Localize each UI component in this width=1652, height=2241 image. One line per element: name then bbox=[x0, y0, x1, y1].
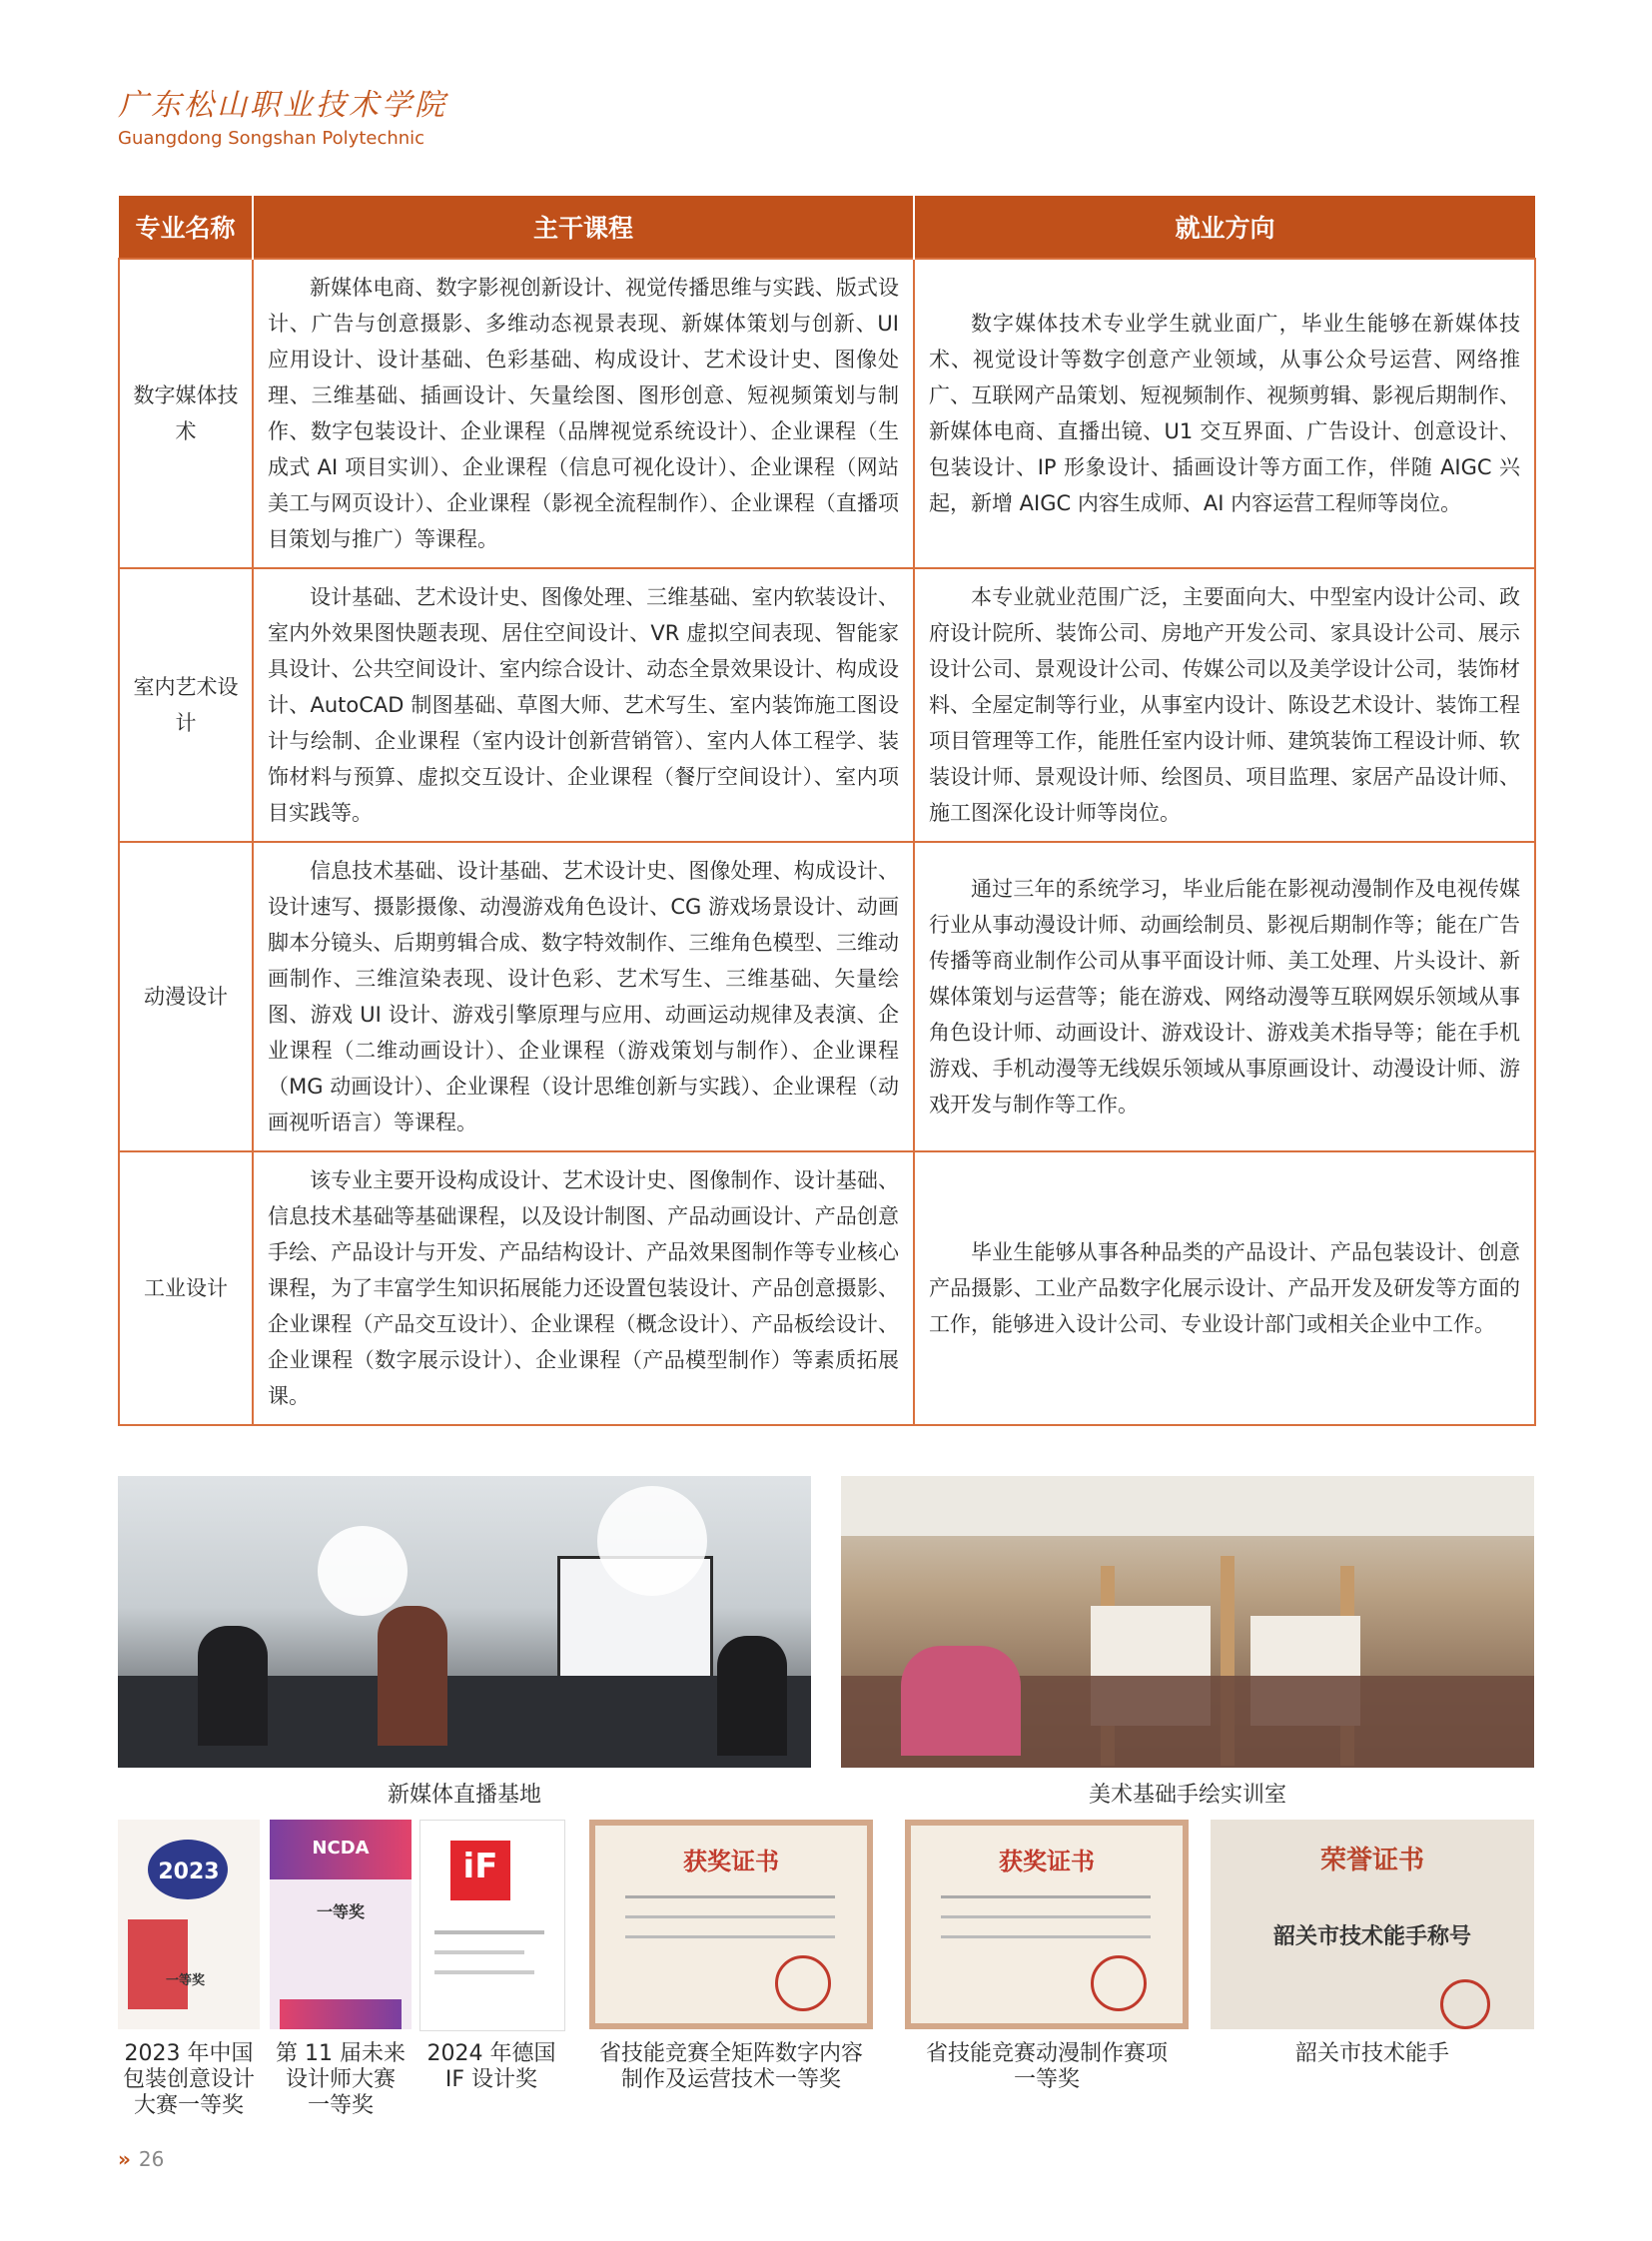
major-name: 工业设计 bbox=[119, 1151, 253, 1425]
table-row bbox=[119, 1151, 1535, 1425]
table-row bbox=[119, 259, 1535, 568]
photo-caption: 美术基础手绘实训室 bbox=[1088, 1783, 1286, 1808]
certificate-caption: 2023 年中国 包装创意设计 大赛一等奖 bbox=[122, 2041, 255, 2118]
major-courses: 设计基础、艺术设计史、图像处理、三维基础、室内软装设计、室内外效果图快题表现、居住空间设计、VR 虚拟空间表现、智能家具设计、公共空间设计、室内综合设计、动态全景效果设计、构成设计、AutoCAD 制图基础、草图大师、艺术写生、室内装饰施工图设计与绘制、企业课程（室内设计创新营销管）、室内人体工程学、装饰材料与预算、虚拟交互设计、企业课程（餐厅空间设计）、室内项目实践等。 bbox=[253, 568, 914, 842]
major-name: 室内艺术设计 bbox=[119, 568, 253, 842]
certificate-badge: NCDA bbox=[312, 1838, 370, 1859]
certificate-prize: 一等奖 bbox=[316, 1902, 365, 1921]
if-design-award-certificate bbox=[419, 1820, 565, 2031]
live-streaming-base-photo bbox=[118, 1476, 811, 1768]
certificate-caption: 第 11 届未来 设计师大赛 一等奖 bbox=[276, 2041, 406, 2118]
certificate-badge: 荣誉证书 bbox=[1319, 1846, 1424, 1875]
digital-content-competition-certificate bbox=[589, 1820, 873, 2029]
packaging-award-certificate bbox=[118, 1820, 260, 2029]
art-drawing-studio-photo bbox=[841, 1476, 1534, 1768]
animation-competition-certificate bbox=[905, 1820, 1189, 2029]
photo-caption: 新媒体直播基地 bbox=[387, 1783, 541, 1808]
table-row bbox=[119, 568, 1535, 842]
major-career: 通过三年的系统学习，毕业后能在影视动漫制作及电视传媒行业从事动漫设计师、动画绘制员、影视后期制作等；能在广告传播等商业制作公司从事平面设计师、美工处理、片头设计、新媒体策划与运营等；能在游戏、网络动漫等互联网娱乐领域从事角色设计师、动画设计、游戏设计、游戏美术指导等；能在手机游戏、手机动漫等无线娱乐领域从事原画设计、动漫设计师、游戏开发与制作等工作。 bbox=[914, 842, 1535, 1151]
chevron-right-icon: » bbox=[118, 2147, 131, 2171]
major-courses: 信息技术基础、设计基础、艺术设计史、图像处理、构成设计、设计速写、摄影摄像、动漫游戏角色设计、CG 游戏场景设计、动画脚本分镜头、后期剪辑合成、数字特效制作、三维角色模型、三维动画制作、三维渲染表现、设计色彩、艺术写生、三维基础、矢量绘图、游戏 UI 设计、游戏引擎原理与应用、动画运动规律及表演、企业课程（二维动画设计）、企业课程（游戏策划与制作）、企业课程（MG 动画设计）、企业课程（设计思维创新与实践）、企业课程（动画视听语言）等课程。 bbox=[253, 842, 914, 1151]
certificate-caption: 2024 年德国 IF 设计奖 bbox=[426, 2041, 556, 2092]
table-header-row bbox=[119, 196, 1535, 259]
certificate-caption: 省技能竞赛全矩阵数字内容 制作及运营技术一等奖 bbox=[598, 2041, 863, 2092]
major-name: 数字媒体技术 bbox=[119, 259, 253, 568]
page-footer bbox=[118, 2147, 164, 2171]
header-main-courses: 主干课程 bbox=[253, 196, 914, 259]
majors-table bbox=[118, 196, 1536, 1426]
table-row bbox=[119, 842, 1535, 1151]
certificate-caption: 韶关市技术能手 bbox=[1294, 2041, 1449, 2066]
school-name-cn: 广东松山职业技术学院 bbox=[118, 88, 447, 123]
major-career: 数字媒体技术专业学生就业面广，毕业生能够在新媒体技术、视觉设计等数字创意产业领域，从事公众号运营、网络推广、互联网产品策划、短视频制作、视频剪辑、影视后期制作、新媒体电商、直播出镜、U1 交互界面、广告设计、创意设计、包装设计、IP 形象设计、插画设计等方面工作，伴随 AIGC 兴起，新增 AIGC 内容生成师、AI 内容运营工程师等岗位。 bbox=[914, 259, 1535, 568]
certificate-caption: 省技能竞赛动漫制作赛项 一等奖 bbox=[925, 2041, 1168, 2092]
page-number: 26 bbox=[138, 2147, 165, 2171]
certificate-prize: 一等奖 bbox=[166, 1973, 206, 1988]
major-career: 本专业就业范围广泛，主要面向大、中型室内设计公司、政府设计院所、装饰公司、房地产开发公司、家具设计公司、展示设计公司、景观设计公司、传媒公司以及美学设计公司，装饰材料、全屋定制等行业，从事室内设计、陈设艺术设计、装饰工程项目管理等工作，能胜任室内设计师、建筑装饰工程设计师、软装设计师、景观设计师、绘图员、项目监理、家居产品设计师、施工图深化设计师等岗位。 bbox=[914, 568, 1535, 842]
school-name-en: Guangdong Songshan Polytechnic bbox=[118, 128, 425, 149]
major-career: 毕业生能够从事各种品类的产品设计、产品包装设计、创意产品摄影、工业产品数字化展示设计、产品开发及研发等方面的工作，能够进入设计公司、专业设计部门或相关企业中工作。 bbox=[914, 1151, 1535, 1425]
certificate-badge: 获奖证书 bbox=[683, 1847, 779, 1875]
header-major-name: 专业名称 bbox=[119, 196, 253, 259]
designer-award-certificate bbox=[270, 1820, 412, 2029]
certificate-badge: 获奖证书 bbox=[999, 1847, 1095, 1875]
certificate-badge: iF bbox=[462, 1847, 498, 1886]
major-courses: 新媒体电商、数字影视创新设计、视觉传播思维与实践、版式设计、广告与创意摄影、多维动态视景表现、新媒体策划与创新、UI 应用设计、设计基础、色彩基础、构成设计、艺术设计史、图像处理、三维基础、插画设计、矢量绘图、图形创意、短视频策划与制作、数字包装设计、企业课程（品牌视觉系统设计）、企业课程（生成式 AI 项目实训）、企业课程（信息可视化设计）、企业课程（网站美工与网页设计）、企业课程（影视全流程制作）、企业课程（直播项目策划与推广）等课程。 bbox=[253, 259, 914, 568]
certificate-body: 韶关市技术能手称号 bbox=[1272, 1924, 1471, 1949]
major-courses: 该专业主要开设构成设计、艺术设计史、图像制作、设计基础、信息技术基础等基础课程，以及设计制图、产品动画设计、产品创意手绘、产品设计与开发、产品结构设计、产品效果图制作等专业核心课程，为了丰富学生知识拓展能力还设置包装设计、产品创意摄影、企业课程（产品交互设计）、企业课程（概念设计）、产品板绘设计、企业课程（数字展示设计）、企业课程（产品模型制作）等素质拓展课。 bbox=[253, 1151, 914, 1425]
header-career-direction: 就业方向 bbox=[914, 196, 1535, 259]
certificate-badge: 2023 bbox=[158, 1860, 220, 1884]
technical-expert-certificate bbox=[1211, 1820, 1534, 2029]
major-name: 动漫设计 bbox=[119, 842, 253, 1151]
school-brand bbox=[118, 80, 447, 149]
